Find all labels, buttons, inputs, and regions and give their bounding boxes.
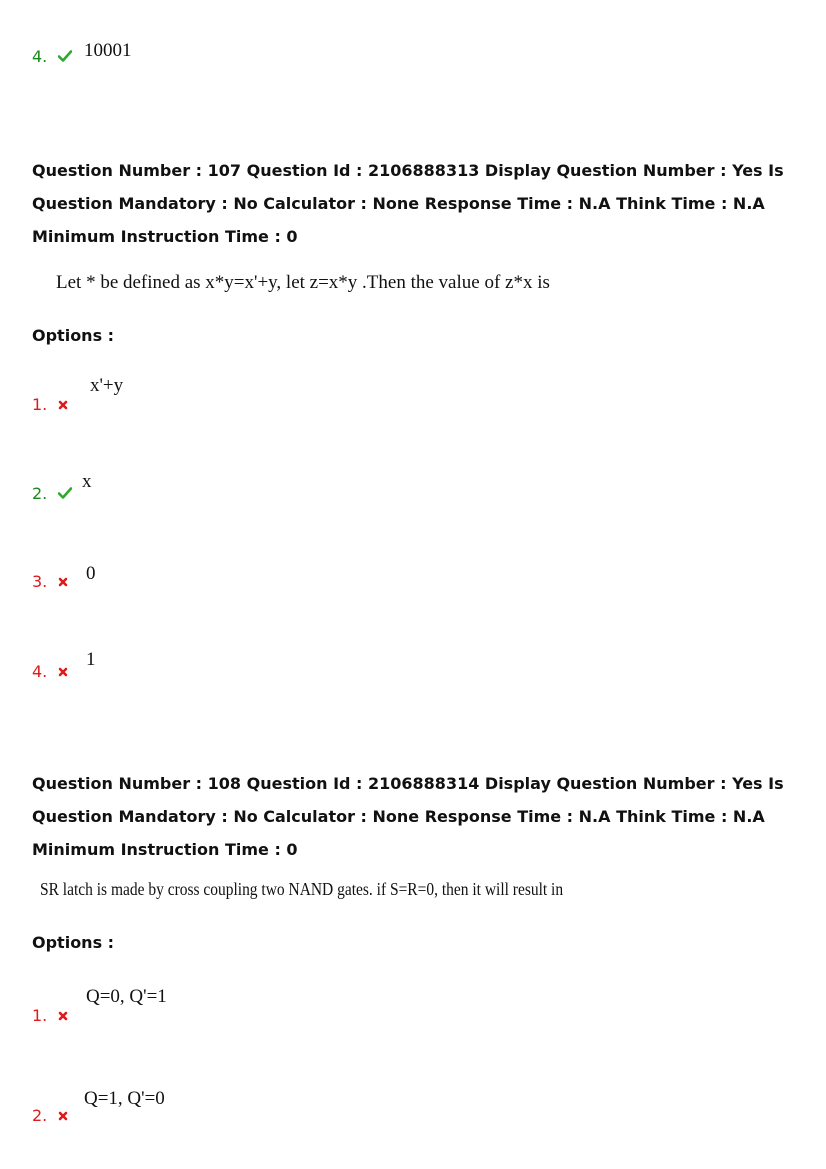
option-text: 1 (86, 649, 96, 670)
question-108-meta: Question Number : 108 Question Id : 2106888314 Display Question Number : Yes Is Question Mandatory : No Calculator : None Response Time : N.A Think Time : N.A Minimum Instruction Time : 0 (32, 774, 784, 859)
cross-icon (58, 1106, 68, 1125)
cross-icon (58, 395, 68, 414)
option-number: 3. (32, 572, 48, 591)
option-text: Q=0, Q'=1 (86, 986, 167, 1007)
prev-option-4 (32, 47, 72, 66)
q107-option-2 (32, 484, 72, 503)
check-icon (58, 484, 72, 503)
q108-option-2 (32, 1106, 68, 1125)
q107-option-3 (32, 572, 68, 591)
option-text: x'+y (90, 375, 124, 396)
q107-option-1 (32, 395, 68, 414)
option-number: 4. (32, 662, 48, 681)
option-text: x (82, 471, 92, 492)
option-text: 0 (86, 563, 96, 584)
option-number: 2. (32, 484, 48, 503)
options-label: Options : (32, 326, 115, 345)
cross-icon (58, 572, 68, 591)
option-number: 2. (32, 1106, 48, 1125)
option-number: 1. (32, 1006, 48, 1025)
q108-option-1 (32, 1006, 68, 1025)
cross-icon (58, 1006, 68, 1025)
check-icon (58, 47, 72, 66)
question-107-meta: Question Number : 107 Question Id : 2106888313 Display Question Number : Yes Is Question Mandatory : No Calculator : None Response Time : N.A Think Time : N.A Minimum Instruction Time : 0 (32, 161, 784, 246)
option-number: 1. (32, 395, 48, 414)
option-text: 10001 (84, 40, 132, 61)
option-number: 4. (32, 47, 48, 66)
question-108-text: SR latch is made by cross coupling two NAND gates. if S=R=0, then it will result in (40, 879, 564, 899)
q107-option-4 (32, 662, 68, 681)
cross-icon (58, 662, 68, 681)
question-107-text: Let * be defined as x*y=x'+y, let z=x*y .Then the value of z*x is (56, 272, 550, 293)
options-label: Options : (32, 933, 115, 952)
option-text: Q=1, Q'=0 (84, 1088, 165, 1109)
